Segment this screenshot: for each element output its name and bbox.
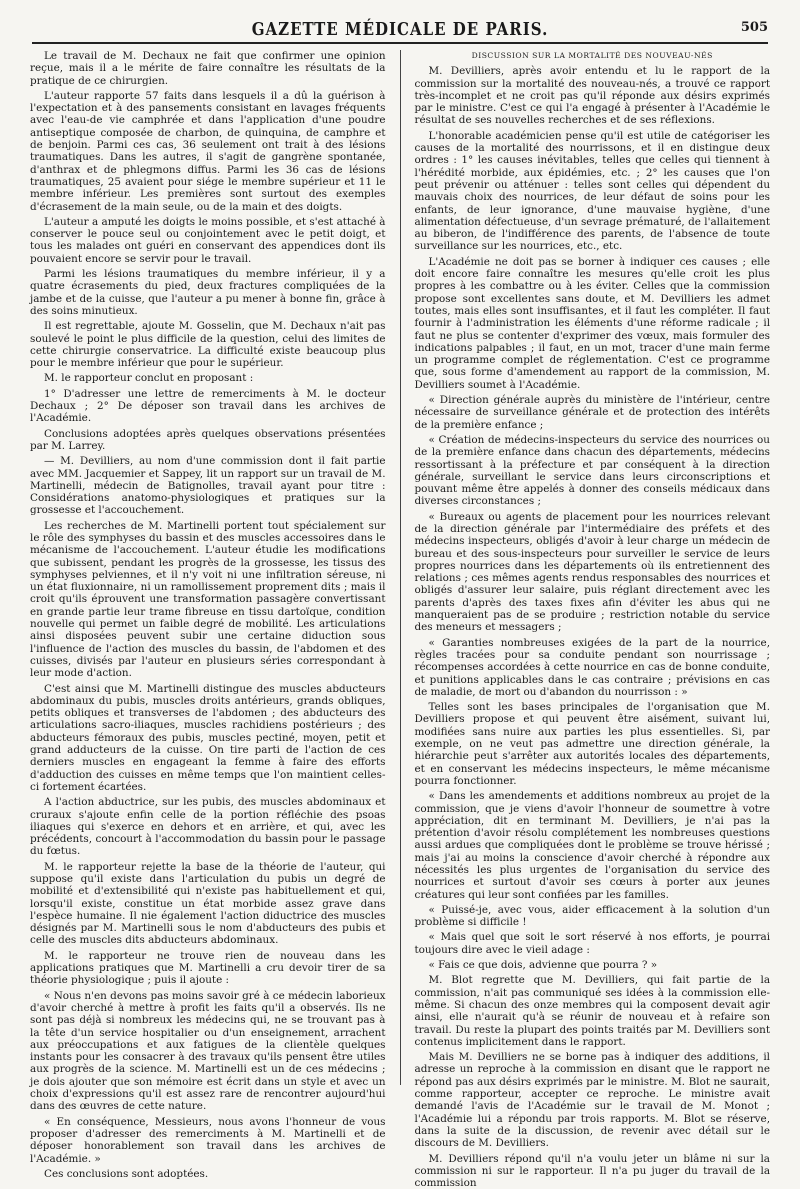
left-paragraph: Ces conclusions sont adoptées. (44, 1167, 209, 1180)
left-paragraph: M. le rapporteur rejette la base de la théorie de l'auteur, qui suppose qu'il existe dans l'articulation du pubis un degré de mobilité et d'extensibilité qui n'existe pas habituellement et qui, lorsqu'il existe, constitue un état morbide assez grave dans l'espèce humaine. Il nie également l'action diductrice des muscles désignés par M. Martinelli sous le nom d'abducteurs des pubis et celle des muscles dits abducteurs abdominaux. (30, 860, 386, 947)
right-paragraph: « Puissé-je, avec vous, aider efficacement à la solution d'un problème si difficile ! (414, 903, 771, 929)
column-divider (400, 50, 401, 1085)
right-paragraph: « Bureaux ou agents de placement pour les nourrices relevant de la direction générale par l'intermédiaire des préfets et des médecins inspecteurs, obligés d'avoir à leur charge un médecin de bureau et des sous-inspecteurs pour surveiller le service de leurs propres nourrices dans les départements où ils entretiennent des relations ; ces mêmes agents rendus responsables des nourrices et obligés d'assurer leur salaire, puis réglant directement avec les parents d'après des taxes fixes afin d'éviter les abus qui ne manqueraient pas de se produire ; restriction notable du service des meneurs et messagers ; (414, 510, 771, 634)
right-paragraph: « Mais quel que soit le sort réservé à nos efforts, je pourrai toujours dire avec le vieil adage : (414, 931, 771, 956)
page-number: 505 (740, 20, 768, 35)
right-paragraph: « Création de médecins-inspecteurs du service des nourrices ou de la première enfance dans chacun des départements, médecins ressortissant à la préfecture et par conséquent à la direction générale, surveillant le service dans leurs circonscriptions et pouvant même être appelés à donner des conseils médicaux dans diverses circonstances ; (414, 433, 771, 508)
article-columns (30, 50, 771, 1189)
right-paragraph: « Garanties nombreuses exigées de la part de la nourrice, règles tracées pour sa conduite pendant son nourrissage ; récompenses accordées à cette nourrice en cas de bonne conduite, et punitions applicables dans le cas contraire ; prévisions en cas de maladie, de mort ou d'abandon du nourrisson : » (414, 636, 771, 698)
right-paragraph: « Dans les amendements et additions nombreux au projet de la commission, que je viens d'avoir l'honneur de soumettre à votre appréciation, dit en terminant M. Devilliers, je n'ai pas la prétention d'avoir résolu complétement les nombreuses questions aussi ardues que compliquées dont le problème se trouve hérissé ; mais j'ai au moins la conscience d'avoir cherché à répondre aux nécessités les plus urgentes de l'organisation du service des nourrices et surtout d'avoir ses cœurs à porter aux jeunes créatures qui leur sont confiées par les familles. (414, 790, 771, 901)
left-paragraph: Conclusions adoptées après quelques observations présentées par M. Larrey. (30, 427, 386, 452)
left-paragraph: « Nous n'en devons pas moins savoir gré à ce médecin laborieux d'avoir cherché à mettre à profit les faits qu'il a observés. Ils ne sont pas déjà si nombreux les médecins qui, ne se trouvant pas à la tête d'un service hospitalier ou d'un enseignement, arrachent aux préoccupations et aux fatigues de la clientèle quelques instants pour les consacrer à des travaux qu'ils pensent être utiles aux progrès de la science. M. Martinelli est un de ces médecins ; je dois ajouter que son mémoire est écrit dans un style et avec un choix d'expressions qu'il est assez rare de rencontrer aujourd'hui dans des œuvres de cette nature. (30, 989, 386, 1113)
page-header (32, 8, 768, 44)
left-paragraph: M. le rapporteur conclut en proposant : (44, 372, 254, 385)
section-heading: DISCUSSION SUR LA MORTALITÉ DES NOUVEAU-NÉS (471, 51, 713, 60)
left-paragraph: L'auteur a amputé les doigts le moins possible, et s'est attaché à conserver le pouce seul ou conjointement avec le petit doigt, et tous les malades ont guéri en conservant des appendices dont ils pouvaient encore se servir pour le travail. (30, 215, 386, 265)
right-paragraph: M. Devilliers répond qu'il n'a voulu jeter un blâme ni sur la commission ni sur le rapporteur. Il n'a pu juger du travail de la commission (414, 1152, 771, 1189)
right-paragraph: M. Devilliers, après avoir entendu et lu le rapport de la commission sur la mortalité des nouveau-nés, a trouvé ce rapport très-incomplet et ne croit pas qu'il réponde aux désirs exprimés par le ministre. C'est ce qui l'a engagé à présenter à l'Académie le résultat de ses nouvelles recherches et de ses réflexions. (414, 65, 771, 127)
left-paragraph: Parmi les lésions traumatiques du membre inférieur, il y a quatre écrasements du pied, deux fractures compliquées de la jambe et de la cuisse, que l'auteur a pu mener à bonne fin, grâce à des soins minutieux. (30, 268, 386, 317)
left-paragraph: M. le rapporteur ne trouve rien de nouveau dans les applications pratiques que M. Martinelli a cru devoir tirer de sa théorie physiologique ; puis il ajoute : (30, 949, 386, 987)
page-title: GAZETTE MÉDICALE DE PARIS. (251, 18, 549, 40)
left-paragraph: — M. Devilliers, au nom d'une commission dont il fait partie avec MM. Jacquemier et Sappey, lit un rapport sur un travail de M. Martinelli, médecin de Batignolles, travail ayant pour titre : Considérations anatomo-physiologiques et pratiques sur la grossesse et l'accouchement. (30, 455, 386, 517)
right-paragraph: Telles sont les bases principales de l'organisation que M. Devilliers propose et qui peuvent être aisément, suivant lui, modifiées sans nuire aux parties les plus essentielles. Si, par exemple, on ne veut pas admettre une direction générale, la hiérarchie peut s'arrêter aux autorités locales des départements, et en conservant les médecins inspecteurs, le même mécanisme pourra fonctionner. (414, 701, 771, 787)
left-paragraph: « En conséquence, Messieurs, nous avons l'honneur de vous proposer d'adresser des remerciments à M. Martinelli et de déposer honorablement son travail dans les archives de l'Académie. » (30, 1115, 386, 1165)
right-paragraph: L'Académie ne doit pas se borner à indiquer ces causes ; elle doit encore faire connaître les mesures qu'elle croit les plus propres à les combattre ou à les éviter. Celles que la commission propose sont excellentes sans doute, et M. Devilliers les admet toutes, mais elles sont insuffisantes, et il faut les compléter. Il faut fournir à l'administration les éléments d'une réforme radicale ; il faut ne plus se contenter d'exprimer des vœux, mais formuler des indications palpables ; il faut, en un mot, tracer d'une main ferme un programme complet de réglementation. C'est ce programme que, sous forme d'amendement au rapport de la commission, M. Devilliers soumet à l'Académie. (414, 255, 771, 391)
left-paragraph: A l'action abductrice, sur les pubis, des muscles abdominaux et cruraux s'ajoute enfin celle de la portion réfléchie des psoas iliaques qui s'exerce en dehors et en arrière, et qui, avec les précédents, concourt à l'accommodation du bassin pour le passage du fœtus. (30, 796, 386, 858)
left-paragraph: L'auteur rapporte 57 faits dans lesquels il a dû la guérison à l'expectation et à des pansements consistant en lavages fréquents avec l'eau-de vie camphrée et dans l'application d'une poudre antiseptique composée de charbon, de quinquina, de camphre et de benjoin. Parmi ces cas, 36 seulement ont trait à des lésions traumatiques. Dans les autres, il s'agit de gangrène spontanée, d'anthrax et de phlegmons diffus. Parmi les 36 cas de lésions traumatiques, 25 avaient pour siége le membre supérieur et 11 le membre inférieur. Les premières sont surtout des exemples d'écrasement de la main seule, ou de la main et des doigts. (30, 89, 386, 213)
right-paragraph: « Direction générale auprès du ministère de l'intérieur, centre nécessaire de surveillance générale et de protection des intérêts de la première enfance ; (414, 394, 771, 431)
left-column (30, 50, 386, 1180)
right-column (414, 50, 771, 1189)
left-paragraph: 1° D'adresser une lettre de remerciments à M. le docteur Dechaux ; 2° De déposer son travail dans les archives de l'Académie. (30, 387, 386, 425)
right-paragraph: M. Blot regrette que M. Devilliers, qui fait partie de la commission, n'ait pas communiqué ses idées à la commission elle-même. Si chacun des onze membres qui la composent devait agir ainsi, elle n'aurait qu'à se réunir de nouveau et à refaire son travail. Du reste la plupart des points traités par M. Devilliers sont contenus implicitement dans le rapport. (414, 974, 771, 1048)
left-paragraph: C'est ainsi que M. Martinelli distingue des muscles abducteurs abdominaux du pubis, muscles droits antérieurs, grands obliques, petits obliques et transverses de l'abdomen ; des abducteurs des articulations sacro-iliaques, muscles rachidiens postérieurs ; des abducteurs fémoraux des pubis, muscles pectiné, moyen, petit et grand adducteurs de la cuisse. On tire parti de l'action de ces derniers muscles en engageant la femme à faire des efforts d'adduction des cuisses en même temps que l'on maintient celles-ci fortement écartées. (30, 682, 386, 793)
left-paragraph: Il est regrettable, ajoute M. Gosselin, que M. Dechaux n'ait pas soulevé le point le plus difficile de la question, celui des limites de cette chirurgie conservatrice. La difficulté existe beaucoup plus pour le membre inférieur que pour le supérieur. (30, 320, 386, 370)
left-paragraph: Le travail de M. Dechaux ne fait que confirmer une opinion reçue, mais il a le mérite de faire connaître les résultats de la pratique de ce chirurgien. (30, 50, 386, 87)
left-paragraph: Les recherches de M. Martinelli portent tout spécialement sur le rôle des symphyses du bassin et des muscles accessoires dans le mécanisme de l'accouchement. L'auteur étudie les modifications que subissent, pendant les progrès de la grossesse, les tissus des symphyses pelviennes, et il n'y voit ni une infiltration séreuse, ni un état fluxionnaire, ni un ramollissement proprement dits ; mais il croit qu'ils éprouvent une transformation passagère convertissant en grande partie leur trame fibreuse en tissu dartoïque, condition nouvelle qui permet un faible degré de mobilité. Les articulations ainsi disposées peuvent subir une certaine diduction sous l'influence de l'action des muscles du bassin, de l'abdomen et des cuisses, divisés par l'auteur en plusieurs séries correspondant à leur mode d'action. (30, 519, 386, 680)
right-paragraph: « Fais ce que dois, advienne que pourra ? » (428, 959, 658, 972)
right-paragraph: L'honorable académicien pense qu'il est utile de catégoriser les causes de la mortalité des nourrissons, et il en distingue deux ordres : 1° les causes inévitables, telles que celles qui tiennent à l'hérédité morbide, aux épidémies, etc. ; 2° les causes que l'on peut prévenir ou atténuer : telles sont celles qui dépendent du mauvais choix des nourrices, de leur défaut de soins pour les enfants, de leur ignorance, d'une mauvaise hygiène, d'une alimentation défectueuse, d'un sevrage prématuré, de l'allaitement au biberon, de l'indifférence des parents, de l'absence de toute surveillance sur les nourrices, etc., etc. (414, 129, 771, 253)
right-paragraph: Mais M. Devilliers ne se borne pas à indiquer des additions, il adresse un reproche à la commission en disant que le rapport ne répond pas aux désirs exprimés par le ministre. M. Blot ne saurait, comme rapporteur, accepter ce reproche. Le ministre avait demandé l'avis de l'Académie sur le travail de M. Monot ; l'Académie lui a répondu par trois rapports. M. Blot se réserve, dans la suite de la discussion, de revenir avec détail sur le discours de M. Devilliers. (414, 1051, 771, 1150)
